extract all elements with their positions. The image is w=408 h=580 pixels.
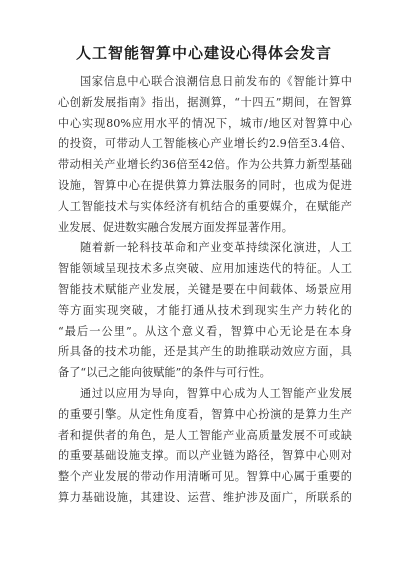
text-line: 智能领域呈现技术多点突破、应用加速迭代的特征。人工 [58, 262, 352, 276]
text-line: 整个产业发展的带动作用清晰可见。智算中心属于重要的 [58, 470, 352, 484]
text-line: 国家信息中心联合浪潮信息日前发布的《智能计算中 [80, 75, 352, 88]
text-line: 算力基础设施，其建设、运营、维护涉及面广，所联系的 [58, 490, 352, 504]
text-line: 的重要引擎。从定性角度看，智算中心扮演的是算力生产 [58, 407, 352, 421]
text-line: 等方面实现突破，才能打通从技术到现实生产力转化的 [58, 303, 352, 317]
text-line: 的投资，可带动人工智能核心产业增长约2.9倍至3.4倍、 [58, 137, 352, 151]
document-body [58, 72, 352, 509]
text-line: 人工智能技术与实体经济有机结合的重要媒介，在赋能产 [58, 199, 352, 213]
document-title: 人工智能智算中心建设心得体会发言 [75, 44, 332, 62]
text-line: 带动相关产业增长约36倍至42倍。作为公共算力新型基础 [58, 158, 352, 172]
text-line: 业发展、促进数实融合发展方面发挥显著作用。 [58, 220, 293, 234]
text-line: 的重要基础设施支撑。而以产业链为路径，智算中心则对 [58, 449, 352, 463]
text-line: “最后一公里”。从这个意义看，智算中心无论是在本身 [58, 324, 352, 338]
text-line: 智能技术赋能产业发展，关键是要在中间载体、场景应用 [58, 282, 352, 296]
text-line: 中心实现80%应用水平的情况下，城市/地区对智算中心 [58, 116, 352, 130]
paragraph-1 [58, 72, 352, 238]
text-line: 备了“以己之能向彼赋能”的条件与可行性。 [58, 366, 271, 380]
paragraph-2 [58, 238, 352, 384]
paragraph-3 [58, 384, 352, 509]
text-line: 设施，智算中心在提供算力算法服务的同时，也成为促进 [58, 178, 352, 192]
text-line: 随着新一轮科技革命和产业变革持续深化演进，人工 [80, 241, 352, 255]
text-line: 心创新发展指南》指出，据测算，“十四五”期间，在智算 [58, 95, 352, 109]
text-line: 所具备的技术功能，还是其产生的助推联动效应方面，具 [58, 345, 352, 359]
text-line: 通过以应用为导向，智算中心成为人工智能产业发展 [80, 386, 352, 400]
text-line: 者和提供者的角色，是人工智能产业高质量发展不可或缺 [58, 428, 352, 442]
